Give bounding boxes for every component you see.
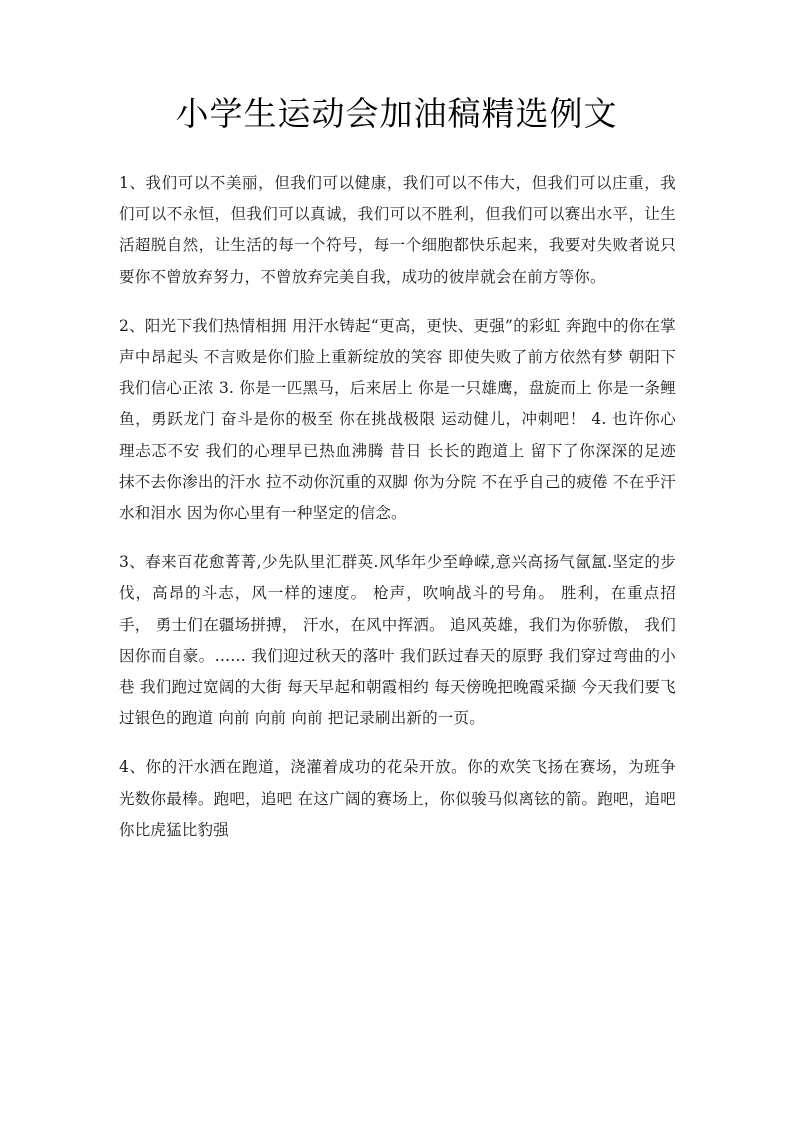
paragraph-2: 2、阳光下我们热情相拥 用汗水铸起“更高，更快、更强”的彩虹 奔跑中的你在掌声中昂起头 不言败是你们脸上重新绽放的笑容 即使失败了前方依然有梦 朝阳下我们信心正浓 3. 你是一匹黑马，后来居上 你是一只雄鹰，盘旋而上 你是一条鲤鱼，勇跃龙门 奋斗是你的极至 你在挑战极限 运动健儿，冲刺吧！ 4. 也许你心理忐忑不安 我们的心理早已热血沸腾 昔日 长长的跑道上 留下了你深深的足迹 抹不去你渗出的汗水 拉不动你沉重的双脚 你为分院 不在乎自己的疲倦 不在乎汗水和泪水 因为你心里有一种坚定的信念。 <box>119 316 676 523</box>
paragraph-3: 3、春来百花愈菁菁,少先队里汇群英.风华年少至峥嵘,意兴高扬气氤氲.坚定的步伐，高昂的斗志，风一样的速度。 枪声，吹响战斗的号角。 胜利，在重点招手， 勇士们在疆场拼搏， 汗水，在风中挥洒。 追风英雄，我们为你骄傲， 我们因你而自豪。…… 我们迎过秋天的落叶 我们跃过春天的原野 我们穿过弯曲的小巷 我们跑过宽阔的大街 每天早起和朝霞相约 每天傍晚把晚霞采撷 今天我们要飞过银色的跑道 向前 向前 向前 把记录刷出新的一页。 <box>119 553 676 728</box>
document-title: 小学生运动会加油稿精选例文 <box>175 94 618 133</box>
paragraph-1: 1、我们可以不美丽，但我们可以健康，我们可以不伟大，但我们可以庄重，我们可以不永恒，但我们可以真诚，我们可以不胜利，但我们可以赛出水平，让生活超脱自然，让生活的每一个符号，每一个细胞都快乐起来，我要对失败者说只要你不曾放弃努力，不曾放弃完美自我，成功的彼岸就会在前方等你。 <box>119 174 676 286</box>
paragraph-4: 4、你的汗水洒在跑道，浇灌着成功的花朵开放。你的欢笑飞扬在赛场，为班争光数你最棒。跑吧，追吧 在这广阔的赛场上，你似骏马似离铉的箭。跑吧，追吧你比虎猛比豹强 <box>119 758 676 839</box>
document-body <box>119 168 676 864</box>
